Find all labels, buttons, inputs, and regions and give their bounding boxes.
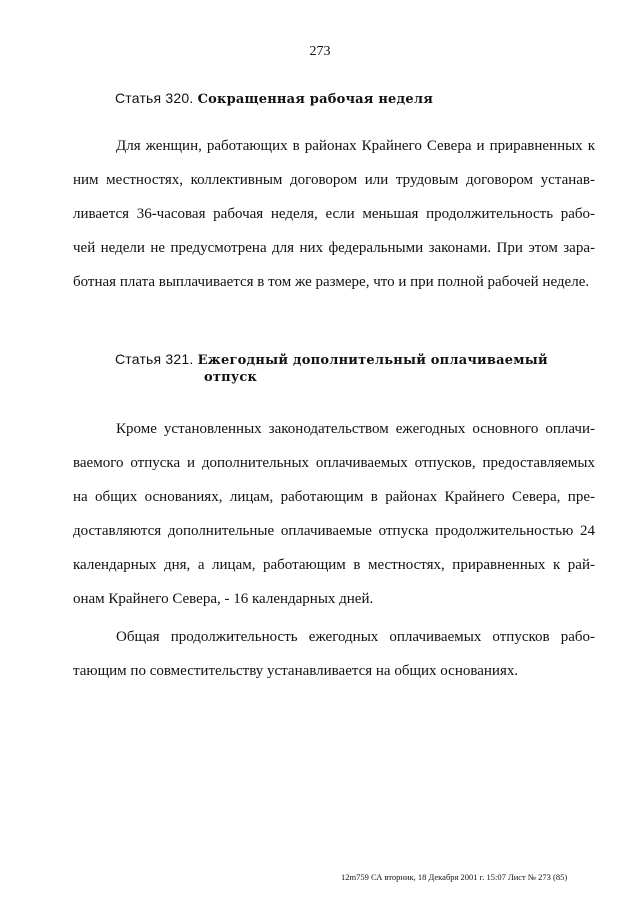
article-321-paragraph-2 xyxy=(73,620,595,688)
article-title: Ежегодный дополнительный оплачиваемый xyxy=(197,353,548,368)
article-321-paragraph-1 xyxy=(73,412,595,616)
article-number: Статья 321. xyxy=(115,351,194,367)
paragraph-line: онам Крайнего Севера, - 16 календарных дней. xyxy=(73,591,374,607)
paragraph-line: Кроме установленных законодательством ежегодных основного оплачи- xyxy=(116,421,595,437)
article-title-continuation: отпуск xyxy=(204,370,258,385)
article-320-paragraph-1 xyxy=(73,129,595,299)
paragraph-line: ботная плата выплачивается в том же размере, что и при полной рабочей неделе. xyxy=(73,274,590,290)
page-number: 273 xyxy=(309,44,331,59)
paragraph-line: ним местностях, коллективным договором или трудовым договором устанав- xyxy=(73,172,595,188)
article-title: Сокращенная рабочая неделя xyxy=(197,92,434,107)
paragraph-line: тающим по совместительству устанавливается на общих основаниях. xyxy=(73,663,519,679)
article-320-heading xyxy=(115,90,433,108)
article-321-heading xyxy=(115,351,548,386)
article-number: Статья 320. xyxy=(115,90,194,106)
paragraph-line: Для женщин, работающих в районах Крайнего Севера и приравненных к xyxy=(116,138,595,154)
paragraph-line: Общая продолжительность ежегодных оплачиваемых отпусков рабо- xyxy=(116,629,595,645)
paragraph-line: ливается 36-часовая рабочая неделя, если меньшая продолжительность рабо- xyxy=(73,206,595,222)
page-footer: 12m759 СА вторник, 18 Декабря 2001 г. 15:07 Лист № 273 (85) xyxy=(341,872,568,882)
paragraph-line: на общих основаниях, лицам, работающим в районах Крайнего Севера, пре- xyxy=(73,489,595,505)
paragraph-line: календарных дня, а лицам, работающим в местностях, приравненных к рай- xyxy=(73,557,595,573)
paragraph-line: чей недели не предусмотрена для них федеральными законами. При этом зара- xyxy=(73,240,595,256)
paragraph-line: доставляются дополнительные оплачиваемые отпуска продолжительностью 24 xyxy=(73,523,595,539)
paragraph-line: ваемого отпуска и дополнительных оплачиваемых отпусков, предоставляемых xyxy=(73,455,595,471)
